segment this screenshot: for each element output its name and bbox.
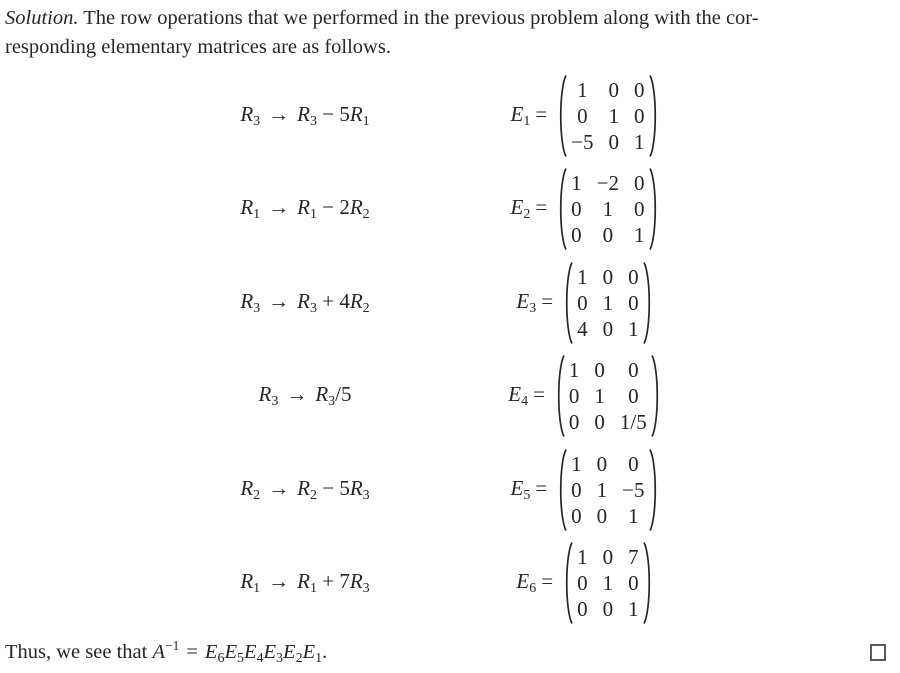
equals-sign: = <box>535 475 548 500</box>
matrix-right-paren <box>642 541 654 625</box>
matrix-cell: 0 <box>571 503 582 528</box>
matrix-cell: 0 <box>634 197 645 222</box>
elementary-matrix-1 <box>460 74 710 158</box>
matrix-label <box>516 569 562 597</box>
product-var: E <box>243 641 257 663</box>
row-operation-4 <box>150 382 460 410</box>
matrix-cell: 0 <box>577 103 588 128</box>
product-var: E <box>204 641 218 663</box>
matrix-sub: 4 <box>521 394 529 410</box>
matrix-cell: 7 <box>628 545 639 570</box>
row-operation-block-1 <box>0 69 900 163</box>
op-var: R <box>240 101 254 126</box>
matrix-grid <box>568 451 647 529</box>
matrix-cell: 1 <box>628 597 639 622</box>
op-coefficient: 5 <box>339 101 350 126</box>
product-sub: 3 <box>276 651 284 666</box>
op-operator: − <box>316 195 340 220</box>
matrix-cell: 0 <box>628 571 639 596</box>
op-var: R <box>297 101 310 126</box>
op-var: R <box>240 288 254 313</box>
matrix-cell: 0 <box>634 171 645 196</box>
op-var: R <box>349 101 363 126</box>
matrix-cell: 1 <box>577 264 588 289</box>
op-operator: + <box>316 569 340 594</box>
intro-paragraph <box>5 4 894 62</box>
matrix-cell: 0 <box>608 77 619 102</box>
op-sub: 2 <box>309 487 317 503</box>
op-sub: 3 <box>271 394 279 410</box>
matrix-cell: 0 <box>602 316 614 341</box>
product-var: E <box>302 641 316 663</box>
op-var: R <box>315 382 329 407</box>
op-operator: /5 <box>335 382 352 407</box>
matrix-cell: 0 <box>602 545 614 570</box>
elementary-matrix-4 <box>460 354 710 438</box>
op-var: R <box>240 569 254 594</box>
elementary-matrix-6 <box>460 541 710 625</box>
matrix-right-paren <box>650 354 662 438</box>
matrix-cell: 1 <box>594 384 605 409</box>
row-operation-6 <box>150 569 460 597</box>
matrix-cell: −5 <box>622 477 645 502</box>
arrow-icon: → <box>268 475 290 500</box>
op-var: R <box>349 288 363 313</box>
op-coefficient: 4 <box>339 288 350 313</box>
conclusion-line <box>5 638 886 667</box>
op-sub: 2 <box>362 207 370 223</box>
conclusion-text <box>5 638 327 667</box>
op-var: R <box>240 475 254 500</box>
op-sub: 3 <box>328 394 336 410</box>
op-var: R <box>297 475 310 500</box>
inverse-var: A <box>152 641 165 663</box>
product-sub: 5 <box>236 651 244 666</box>
solution-lead: Solution. <box>5 7 79 29</box>
op-sub: 3 <box>253 113 261 129</box>
matrix-cell: 1 <box>628 503 639 528</box>
equals-sign: = <box>535 101 548 126</box>
matrix-cell: 0 <box>596 451 608 476</box>
row-operation-block-6 <box>0 537 900 631</box>
row-operation-block-4 <box>0 350 900 444</box>
matrix-cell: 1 <box>571 171 582 196</box>
product-sub: 2 <box>295 651 303 666</box>
matrix-cell: 1/5 <box>619 410 647 435</box>
matrix-right-paren <box>648 448 660 532</box>
inverse-exponent: −1 <box>164 638 180 653</box>
equals-sign: = <box>541 569 554 594</box>
op-sub: 3 <box>362 487 370 503</box>
matrix-label <box>510 476 556 504</box>
matrix-cell: 0 <box>628 358 639 383</box>
matrix-cell: 1 <box>602 197 614 222</box>
op-sub: 3 <box>362 581 370 597</box>
matrix-label <box>510 102 556 130</box>
matrix-cell: 0 <box>571 223 582 248</box>
row-operation-block-3 <box>0 256 900 350</box>
matrix-var: E <box>516 569 530 594</box>
matrix-label <box>510 195 556 223</box>
matrix-cell: 0 <box>634 103 645 128</box>
matrix-cell: −5 <box>571 129 594 154</box>
op-var: R <box>349 475 363 500</box>
conclusion-prefix: Thus, we see that <box>5 641 148 663</box>
op-sub: 3 <box>309 113 317 129</box>
row-operation-block-5 <box>0 443 900 537</box>
arrow-icon: → <box>268 569 290 594</box>
matrix-cell: 0 <box>596 503 608 528</box>
matrix-cell: 0 <box>602 223 614 248</box>
matrix-cell: 0 <box>628 384 639 409</box>
op-sub: 3 <box>309 300 317 316</box>
elementary-matrix-5 <box>460 448 710 532</box>
matrix-cell: 0 <box>577 571 588 596</box>
elementary-matrix-2 <box>460 167 710 251</box>
matrix-grid <box>566 357 650 435</box>
matrix-var: E <box>510 475 524 500</box>
matrix-grid <box>568 77 647 155</box>
row-operation-2 <box>150 195 460 223</box>
matrix-right-paren <box>648 74 660 158</box>
matrix-cell: 1 <box>628 316 639 341</box>
op-operator: − <box>316 475 340 500</box>
product-sub: 1 <box>315 651 323 666</box>
op-var: R <box>349 569 363 594</box>
elementary-matrix-3 <box>460 261 710 345</box>
matrix-cell: 1 <box>608 103 619 128</box>
matrix-cell: −2 <box>596 171 619 196</box>
matrix-cell: 0 <box>577 290 588 315</box>
matrix-cell: 1 <box>602 290 614 315</box>
product-var: E <box>263 641 277 663</box>
equals-sign: = <box>535 195 548 220</box>
op-coefficient: 7 <box>339 569 350 594</box>
matrix-cell: 0 <box>568 384 580 409</box>
matrix-cell: 1 <box>634 223 645 248</box>
matrix-cell: 1 <box>577 545 588 570</box>
arrow-icon: → <box>286 382 308 407</box>
matrix-cell: 0 <box>594 358 605 383</box>
matrix-label <box>508 382 554 410</box>
matrix-cell: 1 <box>571 451 582 476</box>
op-sub: 1 <box>253 207 261 223</box>
matrix-cell: 0 <box>608 129 619 154</box>
matrix-grid <box>568 170 647 248</box>
matrix-sub: 3 <box>529 300 537 316</box>
matrix-cell: 0 <box>628 451 639 476</box>
matrix-left-paren <box>556 448 568 532</box>
matrix-left-paren <box>562 261 574 345</box>
row-operation-5 <box>150 476 460 504</box>
op-var: R <box>297 288 310 313</box>
equals-sign: = <box>541 288 554 313</box>
op-sub: 2 <box>253 487 261 503</box>
matrix-right-paren <box>648 167 660 251</box>
op-sub: 1 <box>253 581 261 597</box>
matrix-var: E <box>516 288 530 313</box>
intro-line1: The row operations that we performed in the previous problem along with the cor- <box>83 7 759 29</box>
matrix-grid <box>574 544 642 622</box>
matrix-label <box>516 289 562 317</box>
operations-list <box>0 69 900 630</box>
product-sub: 6 <box>217 651 225 666</box>
product-var: E <box>283 641 296 663</box>
op-sub: 2 <box>362 300 370 316</box>
matrix-cell: 0 <box>628 290 639 315</box>
arrow-icon: → <box>268 195 290 220</box>
matrix-cell: 4 <box>577 316 588 341</box>
matrix-cell: 1 <box>577 77 588 102</box>
op-var: R <box>349 195 363 220</box>
op-sub: 1 <box>362 113 370 129</box>
matrix-right-paren <box>642 261 654 345</box>
matrix-cell: 0 <box>602 264 614 289</box>
matrix-cell: 1 <box>634 129 645 154</box>
matrix-cell: 0 <box>628 264 639 289</box>
matrix-var: E <box>510 195 524 220</box>
matrix-grid <box>574 264 642 342</box>
matrix-cell: 0 <box>594 410 605 435</box>
op-coefficient: 2 <box>339 195 350 220</box>
op-sub: 3 <box>253 300 261 316</box>
op-sub: 1 <box>309 207 317 223</box>
op-operator: − <box>316 101 340 126</box>
op-var: R <box>258 382 272 407</box>
intro-line2: responding elementary matrices are as follows. <box>5 36 391 58</box>
matrix-cell: 0 <box>634 77 645 102</box>
op-var: R <box>240 195 254 220</box>
matrix-cell: 0 <box>602 597 614 622</box>
matrix-sub: 6 <box>529 581 537 597</box>
op-sub: 1 <box>309 581 317 597</box>
matrix-cell: 0 <box>568 410 580 435</box>
matrix-sub: 1 <box>523 113 531 129</box>
matrix-cell: 0 <box>571 197 582 222</box>
matrix-left-paren <box>554 354 566 438</box>
qed-box-icon <box>870 644 886 661</box>
op-var: R <box>297 195 310 220</box>
matrix-cell: 1 <box>596 477 608 502</box>
row-operation-1 <box>150 102 460 130</box>
period: . <box>322 641 328 663</box>
arrow-icon: → <box>268 101 290 126</box>
matrix-sub: 5 <box>523 487 531 503</box>
equals-sign: = <box>533 382 545 407</box>
matrix-cell: 1 <box>568 358 580 383</box>
product-var: E <box>224 641 237 663</box>
row-operation-block-2 <box>0 163 900 257</box>
matrix-cell: 0 <box>571 477 582 502</box>
matrix-var: E <box>510 101 524 126</box>
op-var: R <box>297 569 310 594</box>
arrow-icon: → <box>268 288 290 313</box>
matrix-cell: 1 <box>602 571 614 596</box>
matrix-left-paren <box>562 541 574 625</box>
matrix-left-paren <box>556 167 568 251</box>
matrix-var: E <box>508 382 522 407</box>
matrix-sub: 2 <box>523 207 531 223</box>
product-sub: 4 <box>256 651 264 666</box>
op-operator: + <box>316 288 340 313</box>
matrix-left-paren <box>556 74 568 158</box>
row-operation-3 <box>150 289 460 317</box>
op-coefficient: 5 <box>339 475 350 500</box>
equals-sign: = <box>186 641 198 663</box>
matrix-cell: 0 <box>577 597 588 622</box>
